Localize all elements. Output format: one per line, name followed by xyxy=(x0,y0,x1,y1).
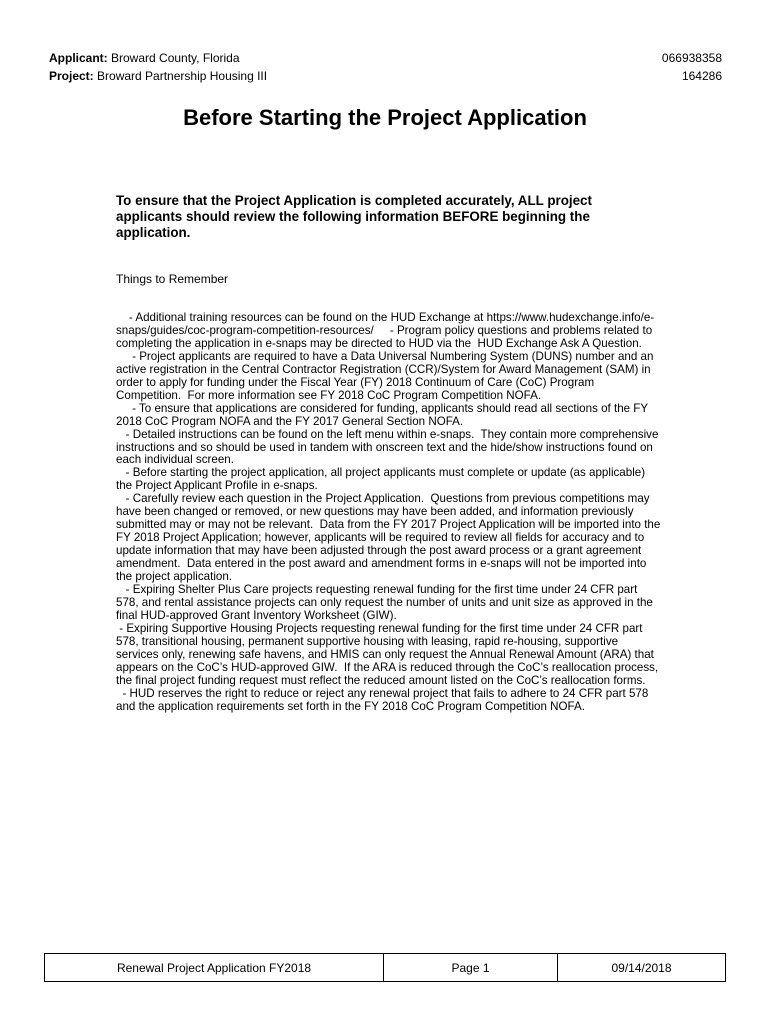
applicant-id: 066938358 xyxy=(661,51,722,65)
footer-form-name: Renewal Project Application FY2018 xyxy=(45,954,384,981)
applicant-label: Applicant: xyxy=(49,51,108,65)
project-row xyxy=(49,69,722,84)
applicant-name: Broward County, Florida xyxy=(107,51,240,65)
instruction-item: - Project applicants are required to have a Data Universal Numbering System (DUNS) number and an active registration in the Central Contractor Registration (CCR)/System for Award Management (SAM) in order to apply for funding under the Fiscal Year (FY) 2018 Continuum of Care (CoC) Program Competition. For more information see FY 2018 CoC Program Competition NOFA. xyxy=(116,349,657,402)
instruction-item: - To ensure that applications are considered for funding, applicants should read all sections of the FY 2018 CoC Program NOFA and the FY 2017 General Section NOFA. xyxy=(116,401,652,428)
instruction-item: - Carefully review each question in the Project Application. Questions from previous competitions may have been changed or removed, or new questions may have been added, and information previously submitted may or may not be relevant. Data from the FY 2017 Project Application will be imported into the FY 2018 Project Application; however, applicants will be required to review all fields for accuracy and to update information that may have been adjusted through the post award process or a grant agreement amendment. Data entered in the post award and amendment forms in e-snaps will not be imported into the project application. xyxy=(116,492,664,584)
intro-paragraph: To ensure that the Project Application is completed accurately, ALL project applicants should review the following information BEFORE beginning the application. xyxy=(116,193,592,240)
page-title: Before Starting the Project Application xyxy=(183,105,587,130)
instruction-item: - Additional training resources can be found on the HUD Exchange at https://www.hudexchange.info/e-snaps/guides/coc-program-competition-resources/ - Program policy questions and problems related to completing the application in e-snaps may be directed to HUD via the HUD Exchange Ask A Question. xyxy=(116,311,656,350)
footer-date: 09/14/2018 xyxy=(611,960,672,975)
project-name: Broward Partnership Housing III xyxy=(93,69,268,83)
instruction-item: - Detailed instructions can be found on the left menu within e-snaps. They contain more comprehensive instructions and so should be used in tandem with onscreen text and the hide/show instructions found on each individual screen. xyxy=(116,427,662,467)
project-label: Project: xyxy=(49,69,94,83)
page-footer xyxy=(44,953,726,982)
instruction-item: - HUD reserves the right to reduce or reject any renewal project that fails to adhere to 24 CFR part 578 and the application requirements set forth in the FY 2018 CoC Program Competition NOFA. xyxy=(116,686,652,713)
footer-page-number: Page 1 xyxy=(384,954,558,981)
project-id: 164286 xyxy=(681,69,722,83)
instruction-item: - Expiring Shelter Plus Care projects requesting renewal funding for the first time under 24 CFR part 578, and rental assistance projects can only request the number of units and unit size as approved in the final HUD-approved Grant Inventory Worksheet (GIW). xyxy=(116,583,657,622)
things-to-remember-heading: Things to Remember xyxy=(116,272,229,286)
instruction-item: - Expiring Supportive Housing Projects requesting renewal funding for the first time under 24 CFR part 578, transitional housing, permanent supportive housing with leasing, rapid re-housing, supportive services only, renewing safe havens, and HMIS can only request the Annual Renewal Amount (ARA) that appears on the CoC’s HUD-approved GIW. If the ARA is reduced through the CoC’s reallocation process, the final project funding request must reflect the reduced amount listed on the CoC’s reallocation forms. xyxy=(116,621,662,687)
instruction-item: - Before starting the project application, all project applicants must complete or update (as applicable) the Project Applicant Profile in e-snaps. xyxy=(116,466,649,493)
instructions-list xyxy=(116,311,664,714)
applicant-row xyxy=(49,51,722,66)
